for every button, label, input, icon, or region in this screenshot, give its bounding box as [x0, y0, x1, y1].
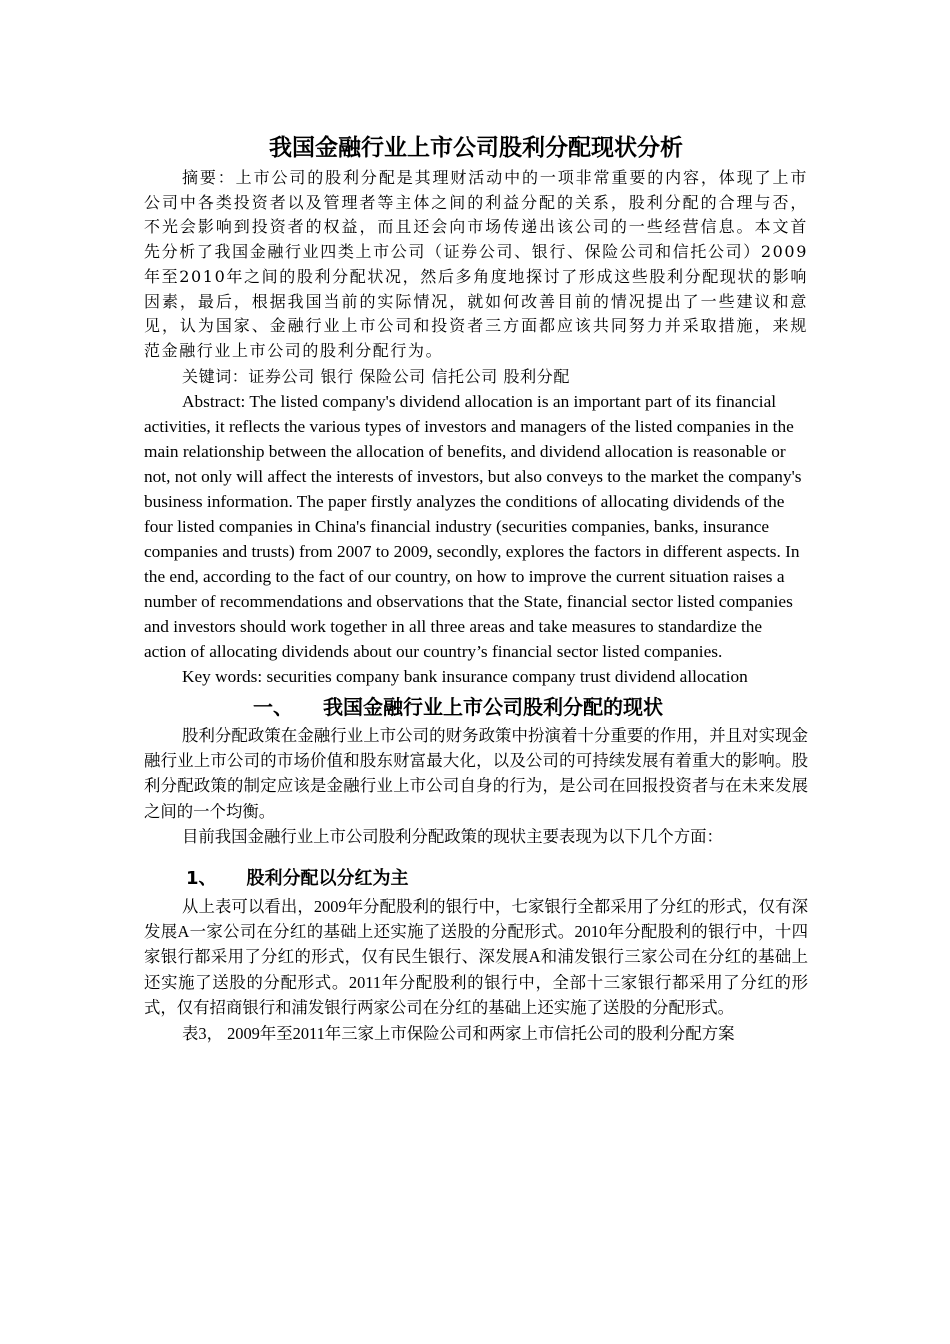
section1-paragraph-2: 目前我国金融行业上市公司股利分配政策的现状主要表现为以下几个方面：	[182, 827, 723, 847]
section1-paragraph-1: 股利分配政策在金融行业上市公司的财务政策中扮演着十分重要的作用，并且对实现金融行业上市公司的市场价值和股东财富最大化，以及公司的可持续发展有着重大的影响。股利分配政策的制定应该是金融行业上市公司自身的行为，是公司在回报投资者与在未来发展之间的一个均衡。	[144, 725, 808, 821]
table-caption: 表3， 2009年至2011年三家上市保险公司和两家上市信托公司的股利分配方案	[182, 1023, 735, 1043]
document-title: 我国金融行业上市公司股利分配现状分析	[269, 135, 683, 161]
subsection-heading-1	[144, 864, 808, 894]
subsection-title: 股利分配以分红为主	[246, 867, 409, 889]
abstract-chinese: 摘要：上市公司的股利分配是其理财活动中的一项非常重要的内容，体现了上市公司中各类投资者以及管理者等主体之间的利益分配的关系，股利分配的合理与否，不光会影响到投资者的权益，而且还会向市场传递出该公司的一些经营信息。本文首先分析了我国金融行业四类上市公司（证券公司、银行、保险公司和信托公司）2009年至2010年之间的股利分配状况，然后多角度地探讨了形成这些股利分配现状的影响因素，最后，根据我国当前的实际情况，就如何改善目前的情况提出了一些建议和意见，认为国家、金融行业上市公司和投资者三方面都应该共同努力并采取措施，来规范金融行业上市公司的股利分配行为。	[144, 168, 808, 360]
section-heading-1	[144, 691, 808, 723]
keywords-english: Key words: securities company bank insurance company trust dividend allocation	[182, 666, 748, 686]
abstract-english: Abstract: The listed company's dividend allocation is an important part of its financial activities, it reflects the various types of investors and managers of the listed companies in the main relationship between the allocation of benefits, and dividend allocation is reasonable or not, not only will affect the interests of investors, but also conveys to the market the company's business information. The paper firstly analyzes the conditions of allocating dividends of the four listed companies in China's financial industry (securities companies, banks, insurance companies and trusts) from 2007 to 2009, secondly, explores the factors in different aspects. In the end, according to the fact of our country, on how to improve the current situation raises a number of recommendations and observations that the State, financial sector listed companies and investors should work together in all three areas and take measures to standardize the action of allocating dividends about our country’s financial sector listed companies.	[144, 391, 802, 661]
subsection1-paragraph-1: 从上表可以看出，2009年分配股利的银行中，七家银行全都采用了分红的形式，仅有深发展A一家公司在分红的基础上还实施了送股的分配形式。2010年分配股利的银行中，十四家银行都采用了分红的形式，仅有民生银行、深发展A和浦发银行三家公司在分红的基础上还实施了送股的分配形式。2011年分配股利的银行中，全部十三家银行都采用了分红的形式，仅有招商银行和浦发银行两家公司在分红的基础上还实施了送股的分配形式。	[144, 896, 808, 1018]
keywords-chinese: 关键词：证券公司 银行 保险公司 信托公司 股利分配	[182, 366, 570, 386]
section-title: 我国金融行业上市公司股利分配的现状	[323, 694, 663, 719]
document-page	[144, 128, 808, 1046]
section-number: 一、	[253, 694, 293, 719]
subsection-number: 1、	[186, 867, 217, 889]
